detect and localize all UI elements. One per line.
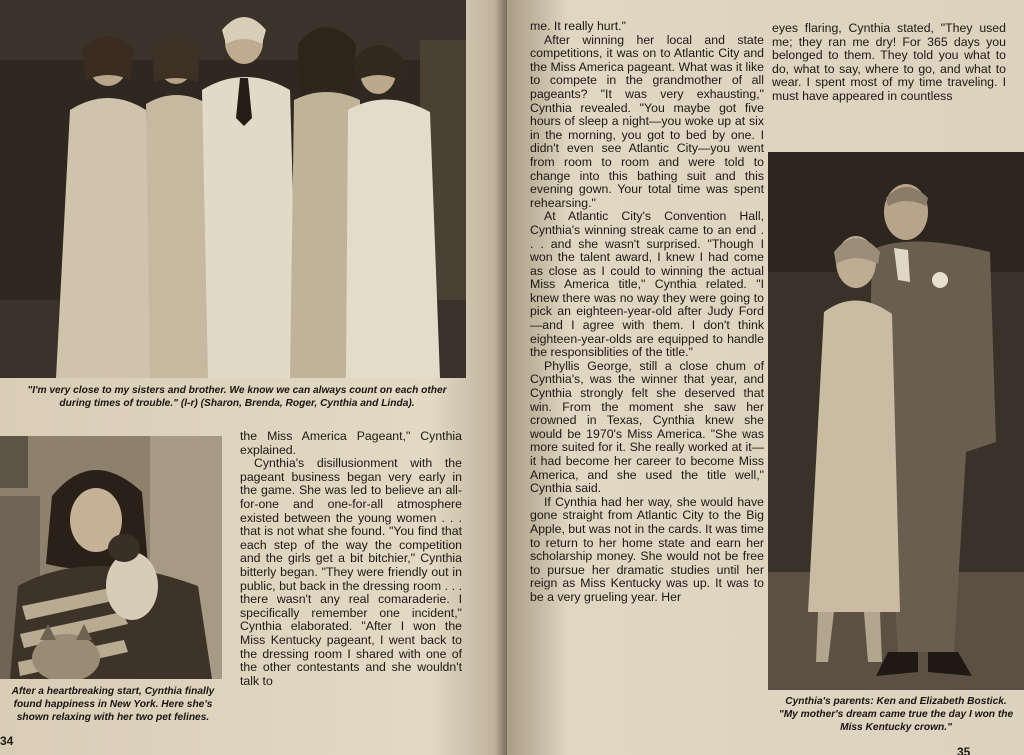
paragraph: If Cynthia had her way, she would have gone straight from Atlantic City to the Big Apple, but was not in the cards. It was time to return to her home state and earn her scholarship money. She would not be free to pursue her dramatic studies until her reign as Miss Kentucky was up. It was to be a very grueling year. Her <box>530 494 764 604</box>
parents-photo-caption: Cynthia's parents: Ken and Elizabeth Bostick. "My mother's dream came true the day I won the Miss Kentucky crown." <box>778 696 1014 733</box>
paragraph: eyes flaring, Cynthia stated, "They used me; they ran me dry! For 365 days you belonged to them. They told you what to do, what to say, where to go, and what to wear. I spent most of my time traveling. I must have appeared in countless <box>772 21 1006 103</box>
paragraph: Phyllis George, still a close chum of Cynthia's, was the winner that year, and Cynthia strongly felt she deserved that win. From the moment she saw her crowned in Texas, Cynthia knew she would be 1970's Miss America. "She was more suited for it. She really worked at it—it had become her career to become Miss America, and she used the title well," Cynthia said. <box>530 358 764 496</box>
left-page <box>0 0 507 755</box>
paragraph: Cynthia's disillusionment with the pageant business began very early in the game. She was led to believe an all-for-one and one-for-all atmosphere existed between the young women . . . that is not what she found. "You find that each step of the way the competition and the girls get a bit bitchier," Cynthia bitterly began. "They were friendly out in public, but back in the dressing room . . . there wasn't any real comaraderie. I specifically remember one incident," Cynthia elaborated. "After I won the Miss Kentucky pageant, I went back to the dressing room I shared with one of the other contestants and she wouldn't talk to <box>240 456 462 688</box>
family-photo <box>0 0 466 378</box>
right-page <box>507 0 1024 755</box>
parents-photo <box>768 152 1024 690</box>
cats-photo <box>0 436 222 679</box>
paragraph: At Atlantic City's Convention Hall, Cynthia's winning streak came to an end . . . and she wasn't surprised. "Though I won the talent award, I knew I had come as close as I could to winning the actual Miss America title," Cynthia related. "I knew there was no way they were going to pick an eighteen-year-old after Judy Ford—and I agree with them. I don't think eighteen-year-olds are equipped to handle the responsiblities of the title." <box>530 209 764 360</box>
page-number: 35 <box>957 745 971 755</box>
right-page-text-column-1 <box>530 20 764 605</box>
family-photo-caption: "I'm very close to my sisters and brother. We know we can always count on each other during times of trouble." (l-r) (Sharon, Brenda, Roger, Cynthia and Linda). <box>27 385 447 409</box>
page-number: 34 <box>0 734 14 748</box>
right-page-text-column-2 <box>772 22 1006 104</box>
cats-photo-caption: After a heartbreaking start, Cynthia finally found happiness in New York. Here she's shown relaxing with her two pet felines. <box>11 686 215 723</box>
left-page-text-column <box>240 430 462 688</box>
paragraph: After winning her local and state competitions, it was on to Atlantic City and the Miss America pageant. What was it like to compete in the grandmother of all pageants? "It was very exhausting," Cynthia revealed. "You maybe got five hours of sleep a night—you woke up at six in the morning, you got to bed by one. I didn't even see Atlantic City—you went from room to room and were told to change into this bathing suit and this evening gown. Your total time was spent rehearsing." <box>530 32 764 210</box>
paragraph: the Miss America Pageant," Cynthia explained. <box>240 429 462 457</box>
paragraph: me. It really hurt." <box>530 19 626 33</box>
